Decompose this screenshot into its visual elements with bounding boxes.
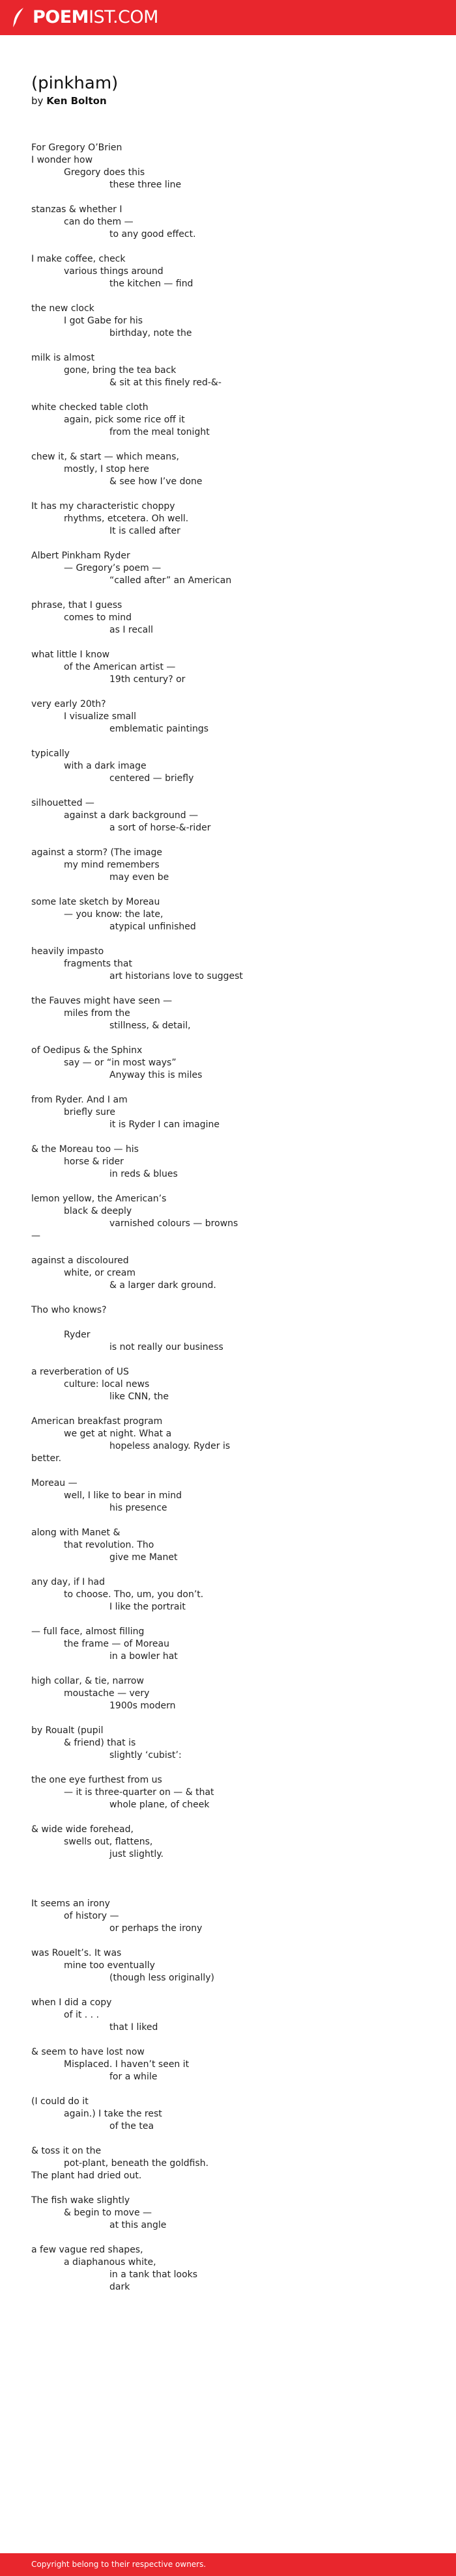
poem-line: of history —	[64, 1911, 119, 1921]
stanza-gap	[31, 1885, 422, 1898]
stanza	[31, 748, 422, 785]
stanza-gap	[31, 1712, 422, 1725]
poem-line: Gregory does this	[64, 167, 145, 178]
stanza-gap	[31, 1032, 422, 1045]
poem-line: of the tea	[109, 2121, 154, 2131]
stanza	[31, 550, 422, 587]
poem-line: —	[31, 1231, 40, 1241]
stanza-gap	[31, 884, 422, 896]
poem-line: chew it, & start — which means,	[31, 452, 179, 462]
stanza-gap	[31, 1131, 422, 1144]
poem-line: briefly sure	[64, 1107, 115, 1117]
site-footer	[0, 2553, 456, 2576]
stanza	[31, 402, 422, 439]
stanza	[31, 797, 422, 834]
poem-line: Moreau —	[31, 1478, 78, 1488]
poem-line: hopeless analogy. Ryder is	[109, 1441, 231, 1451]
poem-line: of Oedipus & the Sphinx	[31, 1045, 143, 1056]
poem-line: For Gregory O’Brien	[31, 143, 122, 153]
poem-line: & a larger dark ground.	[109, 1280, 216, 1291]
byline-label: by	[31, 95, 44, 107]
stanza	[31, 142, 422, 191]
poem-line: art historians love to suggest	[109, 971, 243, 981]
stanza	[31, 1997, 422, 2034]
poem-line: heavily impasto	[31, 946, 104, 957]
poem-line: slightly ‘cubist’:	[109, 1750, 182, 1761]
stanza	[31, 847, 422, 884]
poem-line: from Ryder. And I am	[31, 1095, 128, 1105]
poem-line: I got Gabe for his	[64, 316, 143, 326]
stanza-gap	[31, 340, 422, 352]
poem-line: typically	[31, 748, 70, 759]
poem-line: white, or cream	[64, 1268, 135, 1278]
stanza	[31, 1255, 422, 1292]
poem-line: rhythms, etcetera. Oh well.	[64, 514, 189, 524]
poem-line: what little I know	[31, 650, 110, 660]
poem-line: any day, if I had	[31, 1577, 106, 1587]
stanza-gap	[31, 1613, 422, 1626]
stanza	[31, 1329, 422, 1354]
stanza-gap	[31, 439, 422, 451]
logo-text-thin: IST.COM	[89, 7, 158, 27]
stanza	[31, 599, 422, 637]
poem-line: again, pick some rice off it	[64, 415, 185, 425]
stanza	[31, 1873, 422, 1885]
stanza-gap	[31, 1861, 422, 1873]
stanza-gap	[31, 1811, 422, 1824]
stanza-gap	[31, 686, 422, 698]
stanza-gap	[31, 290, 422, 303]
poem-byline	[31, 95, 107, 107]
poem-line: & wide wide forehead,	[31, 1824, 134, 1835]
poem-line: it is Ryder I can imagine	[109, 1119, 220, 1130]
stanza	[31, 946, 422, 983]
poem-line: pot-plant, beneath the goldfish.	[64, 2158, 209, 2169]
copyright-notice: Copyright belong to their respective owners.	[31, 2560, 207, 2569]
poem-line: a diaphanous white,	[64, 2257, 156, 2268]
stanza-gap	[31, 1292, 422, 1304]
poem-line: in a tank that looks	[109, 2269, 198, 2280]
stanza-gap	[31, 1564, 422, 1576]
poem-line: his presence	[109, 1503, 167, 1513]
poem-line: when I did a copy	[31, 1997, 112, 2008]
poem-line: Ryder	[64, 1330, 91, 1340]
poem-line: by Roualt (pupil	[31, 1725, 104, 1736]
poem-line: better.	[31, 1453, 62, 1464]
poem-line: emblematic paintings	[109, 724, 209, 734]
stanza-gap	[31, 637, 422, 649]
poem-line: milk is almost	[31, 353, 95, 363]
stanza	[31, 1626, 422, 1663]
poem-line: comes to mind	[64, 612, 132, 623]
poem-line: can do them —	[64, 217, 134, 227]
logo-wordmark	[33, 7, 158, 28]
poem-line: may even be	[109, 872, 169, 883]
stanza	[31, 1304, 422, 1317]
poem-line: 19th century? or	[109, 674, 186, 685]
poem-line: in a bowler hat	[109, 1651, 178, 1662]
stanza	[31, 1045, 422, 1082]
stanza-gap	[31, 933, 422, 946]
poem-line: again.) I take the rest	[64, 2109, 162, 2119]
poem-line: I wonder how	[31, 155, 93, 165]
stanza-gap	[31, 1663, 422, 1675]
poem-line: of it . . .	[64, 2010, 100, 2020]
poem-line: against a discoloured	[31, 1255, 129, 1266]
stanza-gap	[31, 1082, 422, 1094]
stanza-gap	[31, 1465, 422, 1477]
poem-line: horse & rider	[64, 1157, 124, 1167]
poem-line: the frame — of Moreau	[64, 1639, 169, 1649]
poem-line: that revolution. Tho	[64, 1540, 154, 1550]
author-link[interactable]: Ken Bolton	[46, 95, 107, 107]
poem-line: the new clock	[31, 303, 94, 314]
stanza-gap	[31, 735, 422, 748]
stanza	[31, 1576, 422, 1613]
poem-line: whole plane, of cheek	[109, 1800, 210, 1810]
poem-line: just slightly.	[109, 1849, 164, 1859]
stanza-gap	[31, 389, 422, 402]
poem-line: some late sketch by Moreau	[31, 897, 160, 907]
stanza-gap	[31, 241, 422, 253]
poem-line: very early 20th?	[31, 699, 106, 709]
stanza-gap	[31, 1514, 422, 1527]
poem-line: mine too eventually	[64, 1960, 155, 1971]
stanza-spacer	[31, 1873, 422, 1885]
poem-line: & toss it on the	[31, 2146, 102, 2156]
poem-line: The plant had dried out.	[31, 2171, 142, 2181]
poem-line: against a storm? (The image	[31, 847, 163, 858]
poem-line: & friend) that is	[64, 1738, 136, 1748]
stanza-gap	[31, 1762, 422, 1774]
poem-line: & see how I’ve done	[109, 476, 203, 487]
poem-line: I like the portrait	[109, 1602, 186, 1612]
stanza	[31, 896, 422, 933]
poem-line: the Fauves might have seen —	[31, 996, 173, 1006]
poem-line: (I could do it	[31, 2096, 89, 2107]
poem-line: to choose. Tho, um, you don’t.	[64, 1589, 204, 1600]
site-header	[0, 0, 456, 35]
stanza-gap	[31, 191, 422, 204]
stanza-gap	[31, 2182, 422, 2195]
stanza	[31, 1675, 422, 1712]
poem-line: I make coffee, check	[31, 254, 126, 264]
logo-text-bold: POEM	[33, 7, 89, 27]
poem-title: (pinkham)	[31, 74, 119, 93]
stanza	[31, 500, 422, 538]
stanza	[31, 649, 422, 686]
stanza	[31, 1144, 422, 1181]
stanza	[31, 1725, 422, 1762]
stanza-gap	[31, 983, 422, 995]
poem-line: “called after” an American	[109, 575, 232, 586]
stanza	[31, 2244, 422, 2294]
stanza	[31, 1366, 422, 1403]
stanza	[31, 1774, 422, 1811]
stanza	[31, 253, 422, 290]
poem-line: American breakfast program	[31, 1416, 163, 1427]
stanza-gap	[31, 1354, 422, 1366]
poem-line: & begin to move —	[64, 2208, 152, 2218]
stanza	[31, 2195, 422, 2232]
stanza	[31, 2046, 422, 2083]
poem-line: my mind remembers	[64, 860, 160, 870]
poem-line: atypical unfinished	[109, 922, 196, 932]
stanza-gap	[31, 2133, 422, 2145]
poem-line: say — or “in most ways”	[64, 1058, 177, 1068]
stanza	[31, 1527, 422, 1564]
poem-line: like CNN, the	[109, 1391, 169, 1402]
poem-line: in reds & blues	[109, 1169, 178, 1179]
poem-line: phrase, that I guess	[31, 600, 122, 610]
poem-line: — you know: the late,	[64, 909, 164, 920]
poem-body	[31, 142, 422, 2294]
poem-line: It has my characteristic choppy	[31, 501, 175, 512]
poem-line: give me Manet	[109, 1552, 178, 1563]
stanza-gap	[31, 488, 422, 500]
poem-line: miles from the	[64, 1008, 130, 1019]
poem-line: silhouetted —	[31, 798, 94, 808]
poem-line: lemon yellow, the American’s	[31, 1194, 167, 1204]
poem-line: & the Moreau too — his	[31, 1144, 139, 1155]
stanza	[31, 1824, 422, 1861]
poem-line: Albert Pinkham Ryder	[31, 551, 130, 561]
poem-line: was Rouelt’s. It was	[31, 1948, 122, 1958]
poem-line: — full face, almost filling	[31, 1626, 145, 1637]
poem-line: white checked table cloth	[31, 402, 149, 413]
poem-line: moustache — very	[64, 1688, 150, 1699]
stanza-gap	[31, 2083, 422, 2096]
poem-line: a sort of horse-&-rider	[109, 823, 211, 833]
poem-line: a few vague red shapes,	[31, 2245, 143, 2255]
stanza	[31, 303, 422, 340]
poem-line: we get at night. What a	[64, 1429, 172, 1439]
quill-pen-icon	[10, 7, 27, 28]
poem-line: from the meal tonight	[109, 427, 210, 437]
poem-line: swells out, flattens,	[64, 1837, 153, 1847]
poem-line: or perhaps the irony	[109, 1923, 203, 1934]
poem-line: culture: local news	[64, 1379, 150, 1390]
poem-line: gone, bring the tea back	[64, 365, 177, 376]
poem-line: for a while	[109, 2072, 158, 2082]
poem-line: Tho who knows?	[31, 1305, 107, 1315]
poem-line: of the American artist —	[64, 662, 176, 672]
stanza	[31, 1193, 422, 1242]
poem-line: high collar, & tie, narrow	[31, 1676, 144, 1686]
stanza	[31, 995, 422, 1032]
stanza-gap	[31, 538, 422, 550]
poem-line: varnished colours — browns	[109, 1218, 238, 1229]
poem-line: at this angle	[109, 2220, 167, 2230]
poem-line: It is called after	[109, 526, 180, 536]
stanza	[31, 2096, 422, 2133]
poem-line: birthday, note the	[109, 328, 192, 338]
stanza	[31, 698, 422, 735]
stanza-gap	[31, 785, 422, 797]
stanza-gap	[31, 1935, 422, 1947]
stanza	[31, 1094, 422, 1131]
stanza	[31, 2145, 422, 2182]
poem-line: as I recall	[109, 625, 154, 635]
poem-line: & seem to have lost now	[31, 2047, 145, 2057]
poem-line: well, I like to bear in mind	[64, 1490, 182, 1501]
poem-line: I visualize small	[64, 711, 136, 722]
poem-line: mostly, I stop here	[64, 464, 149, 474]
stanza	[31, 352, 422, 389]
poem-line: that I liked	[109, 2022, 158, 2033]
poem-line: Anyway this is miles	[109, 1070, 203, 1080]
poem-line: centered — briefly	[109, 773, 194, 784]
stanza-gap	[31, 1181, 422, 1193]
poem-line: stillness, & detail,	[109, 1021, 191, 1031]
poem-line: It seems an irony	[31, 1898, 110, 1909]
stanza	[31, 1477, 422, 1514]
poem-line: dark	[109, 2282, 130, 2292]
poem-line: The fish wake slightly	[31, 2195, 130, 2206]
stanza	[31, 1947, 422, 1984]
poem-line: along with Manet &	[31, 1528, 121, 1538]
poem-line: black & deeply	[64, 1206, 132, 1216]
stanza-gap	[31, 2232, 422, 2244]
poem-line: against a dark background —	[64, 810, 199, 821]
stanza-gap	[31, 587, 422, 599]
poem-line: a reverberation of US	[31, 1367, 129, 1377]
stanza-gap	[31, 1242, 422, 1255]
stanza	[31, 204, 422, 241]
poem-line: various things around	[64, 266, 164, 277]
poem-line: Misplaced. I haven’t seen it	[64, 2059, 190, 2070]
poem-line: 1900s modern	[109, 1701, 176, 1711]
stanza-gap	[31, 1984, 422, 1997]
poem-line: — Gregory’s poem —	[64, 563, 162, 573]
poem-line: (though less originally)	[109, 1973, 214, 1983]
poem-line: is not really our business	[109, 1342, 223, 1352]
stanza	[31, 1416, 422, 1465]
poem-line: to any good effect.	[109, 229, 196, 240]
stanza	[31, 1898, 422, 1935]
poem-line: & sit at this finely red-&-	[109, 377, 221, 388]
site-logo[interactable]	[10, 7, 158, 28]
stanza	[31, 451, 422, 488]
poem-line: — it is three-quarter on — & that	[64, 1787, 214, 1798]
stanza-gap	[31, 1317, 422, 1329]
poem-line: with a dark image	[64, 761, 147, 771]
stanza-gap	[31, 2034, 422, 2046]
stanza-gap	[31, 834, 422, 847]
poem-line: fragments that	[64, 959, 132, 969]
poem-line: these three line	[109, 180, 182, 190]
stanza-gap	[31, 1403, 422, 1416]
poem-line: the kitchen — find	[109, 279, 193, 289]
poem-line: stanzas & whether I	[31, 204, 122, 215]
poem-line: the one eye furthest from us	[31, 1775, 162, 1785]
